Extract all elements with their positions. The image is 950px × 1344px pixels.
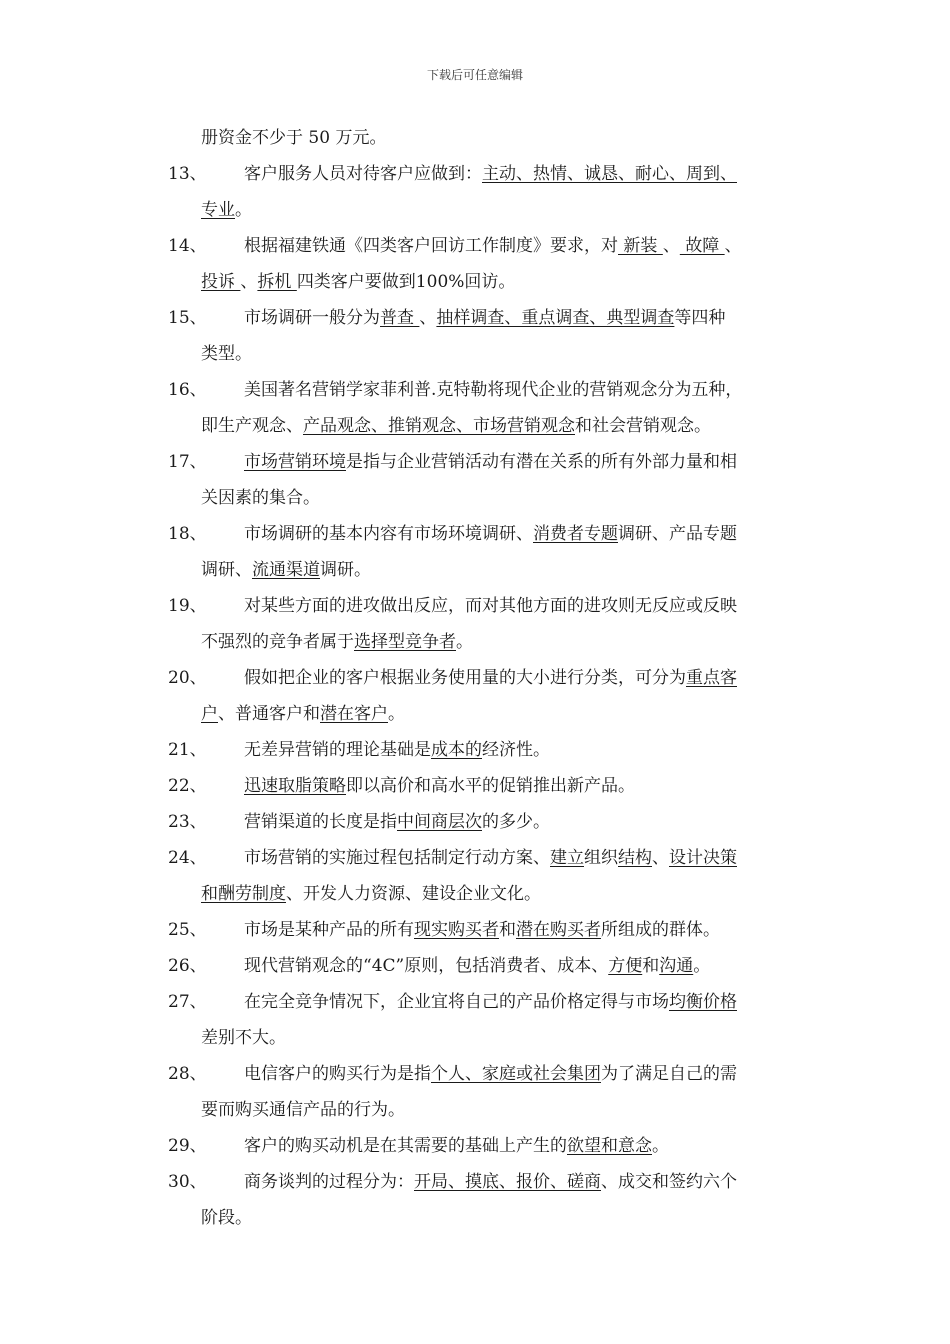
item-line-2 [201,624,818,660]
text-segment: 对某些方面的进攻做出反应，而对其他方面的进攻则无反应或反映 [244,596,737,616]
question-item [168,156,818,228]
item-text [168,1164,818,1236]
item-line-1 [244,848,737,868]
text-segment: 要而购买通信产品的行为。 [201,1100,405,1120]
question-item [168,984,818,1056]
item-number: 19、 [168,596,207,616]
question-item [168,948,818,984]
answer-blank: 方便 [608,956,643,976]
item-number: 28、 [168,1064,207,1084]
answer-blank: 拆机 [257,272,297,292]
text-segment: 调研、 [201,560,252,580]
item-line-1 [244,812,550,832]
text-segment: 调研、产品专题 [618,524,737,544]
answer-blank: 潜在客户 [320,704,388,724]
question-item [168,228,818,300]
item-text [168,588,818,660]
answer-blank: 沟通 [659,956,694,976]
item-number: 24、 [168,848,207,868]
text-segment: 四类客户要做到100%回访。 [296,272,516,292]
text-segment: 、 [662,236,680,256]
text-segment: 和 [642,956,660,976]
item-text [168,372,818,444]
question-item [168,1164,818,1236]
text-segment: 的多少。 [482,812,550,832]
text-segment: 差别不大。 [201,1028,286,1048]
answer-blank: 和酬劳制度 [201,884,286,904]
item-text [168,948,818,984]
text-segment: 现代营销观念的“4C”原则，包括消费者、成本、 [244,956,609,976]
item-text [168,1056,818,1128]
item-line-1 [244,236,742,256]
text-segment: 经济性。 [482,740,550,760]
item-line-1 [244,740,550,760]
text-segment: 。 [456,632,473,652]
question-item [168,588,818,660]
item-line-2 [201,336,818,372]
item-number: 30、 [168,1172,207,1192]
item-line-2 [201,696,818,732]
item-line-2 [201,264,818,300]
question-item [168,372,818,444]
item-number: 26、 [168,956,207,976]
item-line-2 [201,480,818,516]
item-number: 16、 [168,380,207,400]
text-segment: 关因素的集合。 [201,488,320,508]
answer-blank: 中间商层次 [397,812,482,832]
answer-blank: 主动、热情、诚恳、耐心、周到、 [482,164,737,184]
item-line-2 [201,1200,818,1236]
question-item [168,1056,818,1128]
text-segment: 电信客户的购买行为是指 [244,1064,431,1084]
answer-blank: 结构 [618,848,652,868]
item-line-1 [244,596,737,616]
text-segment: 调研。 [320,560,371,580]
answer-blank: 重点客 [686,668,737,688]
item-line-1 [244,992,737,1012]
item-text [168,156,818,228]
item-line-1 [244,668,737,688]
item-number: 29、 [168,1136,207,1156]
answer-blank: 普查 [380,308,420,328]
item-text [168,660,818,732]
text-segment: 所组成的群体。 [601,920,720,940]
answer-blank: 专业 [201,200,235,220]
item-number: 14、 [168,236,207,256]
question-item [168,300,818,372]
item-line-1 [244,380,742,400]
text-segment: 。 [388,704,405,724]
text-segment: 和社会营销观念。 [575,416,711,436]
item-line-1 [244,164,737,184]
item-line-1 [244,308,725,328]
item-text [168,984,818,1056]
text-segment: 在完全竞争情况下，企业宜将自己的产品价格定得与市场 [244,992,669,1012]
answer-blank: 均衡价格 [669,992,737,1012]
text-segment: 营销渠道的长度是指 [244,812,397,832]
answer-blank: 选择型竞争者 [354,632,456,652]
item-text [168,840,818,912]
text-segment: 市场调研一般分为 [244,308,380,328]
item-text [168,732,818,768]
answer-blank: 抽样调查、重点调查、典型调查 [436,308,675,328]
item-line-1 [244,920,720,940]
item-line-2 [201,1092,818,1128]
item-text [168,912,818,948]
document-body [168,120,818,1236]
answer-blank: 故障 [679,236,725,256]
item-text [168,228,818,300]
item-text [168,300,818,372]
question-item [168,768,818,804]
text-segment: 、 [240,272,258,292]
text-segment: 、普通客户和 [218,704,320,724]
text-segment: 假如把企业的客户根据业务使用量的大小进行分类，可分为 [244,668,686,688]
item-number: 13、 [168,164,207,184]
item-line-1 [244,1172,737,1192]
answer-blank: 户 [201,704,218,724]
item-number: 22、 [168,776,207,796]
question-item [168,840,818,912]
text-segment: 、开发人力资源、建设企业文化。 [286,884,541,904]
question-item [168,912,818,948]
item-line-1 [244,956,710,976]
answer-blank: 迅速取脂策略 [244,776,346,796]
question-item [168,732,818,768]
answer-blank: 欲望和意念 [567,1136,652,1156]
item-number: 20、 [168,668,207,688]
answer-blank: 开局、摸底、报价、磋商 [414,1172,601,1192]
item-number: 18、 [168,524,207,544]
item-number: 23、 [168,812,207,832]
item-text [168,804,818,840]
text-segment: 客户的购买动机是在其需要的基础上产生的 [244,1136,567,1156]
text-segment: 和 [499,920,516,940]
item-line-1 [244,452,737,472]
item-line-2 [201,408,818,444]
item-line-1 [244,776,635,796]
item-line-2 [201,1020,818,1056]
answer-blank: 建立 [550,848,584,868]
answer-blank: 设计决策 [669,848,737,868]
text-segment: 阶段。 [201,1208,252,1228]
text-segment: 类型。 [201,344,252,364]
text-segment: 、成交和签约六个 [601,1172,737,1192]
text-segment: 、 [724,236,742,256]
text-segment: 等四种 [674,308,726,328]
answer-blank: 产品观念、推销观念、市场营销观念 [303,416,575,436]
text-segment: 不强烈的竞争者属于 [201,632,354,652]
text-segment: 。 [235,200,252,220]
item-line-2 [201,876,818,912]
item-text [168,444,818,516]
item-number: 17、 [168,452,207,472]
question-item [168,516,818,588]
answer-blank: 新装 [618,236,663,256]
answer-blank: 成本的 [431,740,482,760]
text-segment: 组织 [584,848,618,868]
text-segment: 为了满足自己的需 [601,1064,737,1084]
text-segment: 、 [652,848,669,868]
text-segment: 市场是某种产品的所有 [244,920,414,940]
item-number: 27、 [168,992,207,1012]
text-segment: 即生产观念、 [201,416,303,436]
text-segment: 。 [652,1136,669,1156]
page-header: 下载后可任意编辑 [426,68,523,82]
item-line-1 [244,1136,669,1156]
item-text [168,516,818,588]
question-item [168,1128,818,1164]
text-segment: 即以高价和高水平的促销推出新产品。 [346,776,635,796]
text-segment: 、 [419,308,437,328]
text-segment: 无差异营销的理论基础是 [244,740,431,760]
item-line-2 [201,192,818,228]
answer-blank: 流通渠道 [252,560,320,580]
text-segment: 市场营销的实施过程包括制定行动方案、 [244,848,550,868]
item-line-1 [244,1064,737,1084]
text-segment: 美国著名营销学家菲利普.克特勒将现代企业的营销观念分为五种， [244,380,743,400]
text-segment: 根据福建铁通《四类客户回访工作制度》要求，对 [244,236,618,256]
item-line-2 [201,552,818,588]
item-number: 15、 [168,308,207,328]
question-list [168,156,818,1236]
question-item [168,660,818,732]
answer-blank: 市场营销环境 [244,452,346,472]
text-segment: 客户服务人员对待客户应做到： [244,164,482,184]
lead-paragraph: 册资金不少于 50 万元。 [201,128,387,148]
answer-blank: 投诉 [201,272,241,292]
text-segment: 商务谈判的过程分为： [244,1172,414,1192]
answer-blank: 潜在购买者 [516,920,601,940]
item-text [168,768,818,804]
answer-blank: 个人、家庭或社会集团 [431,1064,601,1084]
item-number: 25、 [168,920,207,940]
question-item [168,804,818,840]
text-segment: 。 [693,956,711,976]
item-line-1 [244,524,737,544]
text-segment: 市场调研的基本内容有市场环境调研、 [244,524,533,544]
item-number: 21、 [168,740,207,760]
answer-blank: 消费者专题 [533,524,618,544]
item-text [168,1128,818,1164]
answer-blank: 现实购买者 [414,920,499,940]
question-item [168,444,818,516]
text-segment: 是指与企业营销活动有潜在关系的所有外部力量和相 [346,452,737,472]
